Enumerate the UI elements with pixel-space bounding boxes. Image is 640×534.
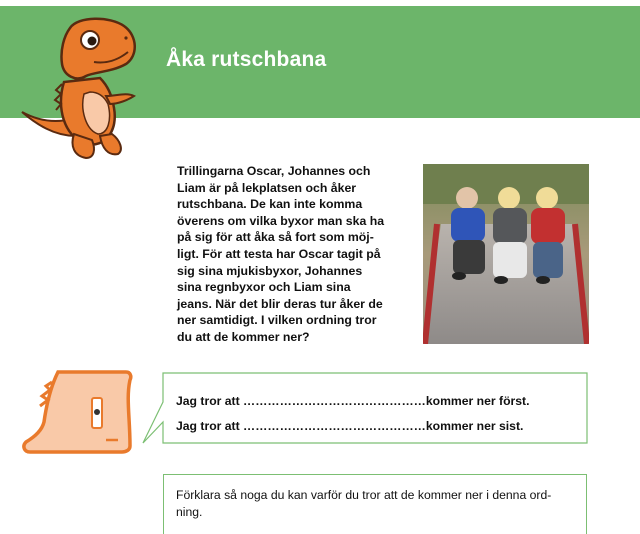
story-line: Trillingarna Oscar, Johannes och	[177, 164, 371, 178]
explain-box	[163, 474, 587, 534]
children-slide-photo	[423, 164, 589, 344]
story-line: sig sina mjukisbyxor, Johannes	[177, 263, 363, 278]
speech-bubble-frame	[142, 372, 588, 444]
story-line: jeans. När det blir deras tur åker de	[177, 296, 383, 311]
page-title: Åka rutschbana	[166, 48, 327, 71]
explain-line: ning.	[176, 505, 203, 519]
story-line: ligt. För att testa har Oscar tagit på	[177, 246, 381, 261]
story-line: rutschbana. De kan inte komma	[177, 197, 363, 212]
explain-text	[176, 487, 576, 521]
answer-box	[142, 372, 588, 444]
answer-last-line[interactable]: Jag tror att ………………………………………kommer ner sist.	[176, 419, 524, 433]
answer-first-line[interactable]: Jag tror att ………………………………………kommer ner först.	[176, 394, 530, 408]
story-line: sina regnbyxor och Liam sina	[177, 280, 351, 295]
dinosaur-illustration	[14, 12, 144, 162]
story-line: ner samtidigt. I vilken ordning tror	[177, 313, 377, 328]
story-text	[177, 163, 405, 346]
story-line: överens om vilka byxor man ska ha	[177, 213, 385, 228]
explain-line: Förklara så noga du kan varför du tror att de kommer ner i denna ord-	[176, 488, 552, 502]
story-line: du att de kommer ner?	[177, 329, 310, 344]
story-line: Liam är på lekplatsen och åker	[177, 180, 357, 195]
story-line: på sig för att åka så fort som möj-	[177, 230, 374, 245]
mascot-illustration	[22, 368, 134, 456]
